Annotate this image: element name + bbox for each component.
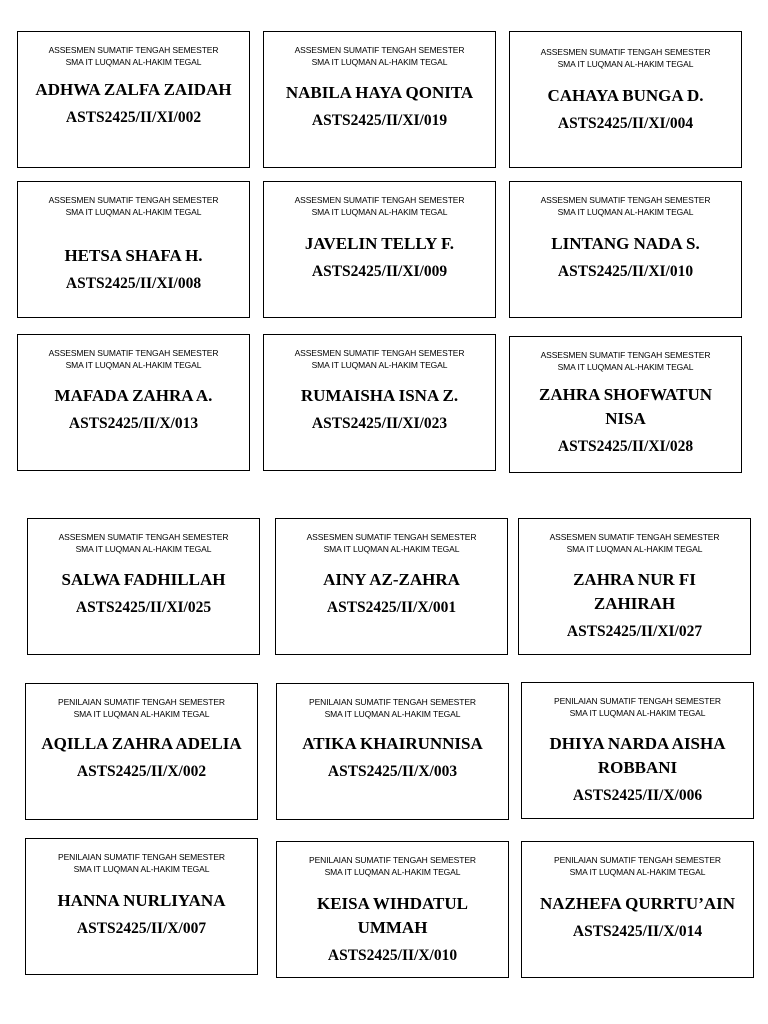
student-name: NABILA HAYA QONITA	[285, 83, 474, 102]
exam-title: ASSESMEN SUMATIF TENGAH SEMESTER	[540, 195, 711, 205]
exam-title: ASSESMEN SUMATIF TENGAH SEMESTER	[294, 45, 465, 55]
exam-title: ASSESMEN SUMATIF TENGAH SEMESTER	[48, 195, 219, 205]
card-header	[18, 347, 249, 371]
school-name: SMA IT LUQMAN AL-HAKIM TEGAL	[324, 867, 461, 877]
exam-code: ASTS2425/II/X/007	[76, 920, 207, 937]
student-name: ZAHRA NUR FI ZAHIRAH	[573, 570, 696, 613]
card-header	[18, 194, 249, 218]
school-name: SMA IT LUQMAN AL-HAKIM TEGAL	[65, 207, 202, 217]
name-card	[275, 518, 508, 655]
exam-code: ASTS2425/II/XI/019	[311, 112, 448, 129]
name-card	[509, 31, 742, 168]
exam-code: ASTS2425/II/XI/025	[75, 599, 212, 616]
school-name: SMA IT LUQMAN AL-HAKIM TEGAL	[73, 709, 210, 719]
exam-code: ASTS2425/II/XI/010	[557, 263, 694, 280]
exam-code: ASTS2425/II/XI/002	[65, 109, 202, 126]
student-name: DHIYA NARDA AISHA ROBBANI	[549, 734, 726, 777]
school-name: SMA IT LUQMAN AL-HAKIM TEGAL	[557, 362, 694, 372]
exam-code: ASTS2425/II/X/014	[572, 923, 703, 940]
student-name: NAZHEFA QURRTU’AIN	[539, 894, 736, 913]
exam-code: ASTS2425/II/XI/009	[311, 263, 448, 280]
exam-title: ASSESMEN SUMATIF TENGAH SEMESTER	[540, 47, 711, 57]
name-card	[509, 336, 742, 473]
card-header	[264, 347, 495, 371]
exam-code: ASTS2425/II/XI/004	[557, 115, 694, 132]
exam-code: ASTS2425/II/X/001	[326, 599, 457, 616]
exam-code: ASTS2425/II/X/003	[327, 763, 458, 780]
exam-code: ASTS2425/II/X/006	[572, 787, 703, 804]
name-card	[25, 838, 258, 975]
exam-title: ASSESMEN SUMATIF TENGAH SEMESTER	[540, 350, 711, 360]
card-header	[522, 695, 753, 719]
school-name: SMA IT LUQMAN AL-HAKIM TEGAL	[569, 867, 706, 877]
card-header	[264, 194, 495, 218]
name-card	[263, 334, 496, 471]
card-header	[18, 44, 249, 68]
school-name: SMA IT LUQMAN AL-HAKIM TEGAL	[311, 207, 448, 217]
student-name: KEISA WIHDATUL UMMAH	[317, 894, 468, 937]
student-name: MAFADA ZAHRA A.	[54, 386, 213, 405]
card-header	[28, 531, 259, 555]
card-header	[276, 531, 507, 555]
exam-title: PENILAIAN SUMATIF TENGAH SEMESTER	[58, 852, 225, 862]
card-header	[277, 696, 508, 720]
school-name: SMA IT LUQMAN AL-HAKIM TEGAL	[323, 544, 460, 554]
exam-code: ASTS2425/II/X/010	[327, 947, 458, 964]
exam-title: ASSESMEN SUMATIF TENGAH SEMESTER	[306, 532, 477, 542]
exam-code: ASTS2425/II/XI/027	[566, 623, 703, 640]
school-name: SMA IT LUQMAN AL-HAKIM TEGAL	[75, 544, 212, 554]
student-name: RUMAISHA ISNA Z.	[300, 386, 459, 405]
student-name: LINTANG NADA S.	[551, 234, 700, 253]
name-card	[263, 31, 496, 168]
school-name: SMA IT LUQMAN AL-HAKIM TEGAL	[557, 59, 694, 69]
exam-title: ASSESMEN SUMATIF TENGAH SEMESTER	[48, 45, 219, 55]
name-card	[518, 518, 751, 655]
school-name: SMA IT LUQMAN AL-HAKIM TEGAL	[557, 207, 694, 217]
card-header	[264, 44, 495, 68]
name-card	[17, 31, 250, 168]
name-card	[521, 682, 754, 819]
card-header	[510, 349, 741, 373]
card-header	[26, 696, 257, 720]
exam-title: ASSESMEN SUMATIF TENGAH SEMESTER	[549, 532, 720, 542]
exam-title: PENILAIAN SUMATIF TENGAH SEMESTER	[58, 697, 225, 707]
student-name: HANNA NURLIYANA	[57, 891, 226, 910]
school-name: SMA IT LUQMAN AL-HAKIM TEGAL	[324, 709, 461, 719]
student-name: CAHAYA BUNGA D.	[547, 86, 704, 105]
exam-title: PENILAIAN SUMATIF TENGAH SEMESTER	[554, 855, 721, 865]
name-card	[276, 841, 509, 978]
name-card	[521, 841, 754, 978]
student-name: ADHWA ZALFA ZAIDAH	[35, 80, 232, 99]
card-header	[510, 194, 741, 218]
exam-code: ASTS2425/II/XI/028	[557, 438, 694, 455]
exam-title: PENILAIAN SUMATIF TENGAH SEMESTER	[309, 855, 476, 865]
card-header	[510, 46, 741, 70]
school-name: SMA IT LUQMAN AL-HAKIM TEGAL	[65, 57, 202, 67]
name-card	[27, 518, 260, 655]
student-name: SALWA FADHILLAH	[61, 570, 226, 589]
exam-code: ASTS2425/II/X/013	[68, 415, 199, 432]
name-card	[263, 181, 496, 318]
exam-title: ASSESMEN SUMATIF TENGAH SEMESTER	[294, 195, 465, 205]
card-header	[519, 531, 750, 555]
school-name: SMA IT LUQMAN AL-HAKIM TEGAL	[566, 544, 703, 554]
student-name: ATIKA KHAIRUNNISA	[302, 734, 483, 753]
name-card	[17, 181, 250, 318]
student-name: AQILLA ZAHRA ADELIA	[41, 734, 242, 753]
exam-title: PENILAIAN SUMATIF TENGAH SEMESTER	[309, 697, 476, 707]
exam-title: ASSESMEN SUMATIF TENGAH SEMESTER	[58, 532, 229, 542]
exam-title: ASSESMEN SUMATIF TENGAH SEMESTER	[294, 348, 465, 358]
card-header	[26, 851, 257, 875]
student-name: ZAHRA SHOFWATUN NISA	[538, 385, 712, 428]
student-name: AINY AZ-ZAHRA	[323, 570, 460, 589]
school-name: SMA IT LUQMAN AL-HAKIM TEGAL	[311, 360, 448, 370]
school-name: SMA IT LUQMAN AL-HAKIM TEGAL	[73, 864, 210, 874]
exam-title: ASSESMEN SUMATIF TENGAH SEMESTER	[48, 348, 219, 358]
card-header	[522, 854, 753, 878]
name-card	[25, 683, 258, 820]
exam-code: ASTS2425/II/X/002	[76, 763, 207, 780]
card-header	[277, 854, 508, 878]
exam-title: PENILAIAN SUMATIF TENGAH SEMESTER	[554, 696, 721, 706]
school-name: SMA IT LUQMAN AL-HAKIM TEGAL	[311, 57, 448, 67]
school-name: SMA IT LUQMAN AL-HAKIM TEGAL	[569, 708, 706, 718]
exam-code: ASTS2425/II/XI/008	[65, 275, 202, 292]
school-name: SMA IT LUQMAN AL-HAKIM TEGAL	[65, 360, 202, 370]
exam-code: ASTS2425/II/XI/023	[311, 415, 448, 432]
name-card	[509, 181, 742, 318]
student-name: JAVELIN TELLY F.	[304, 234, 455, 253]
student-name: HETSA SHAFA H.	[64, 246, 203, 265]
name-card	[276, 683, 509, 820]
name-card	[17, 334, 250, 471]
